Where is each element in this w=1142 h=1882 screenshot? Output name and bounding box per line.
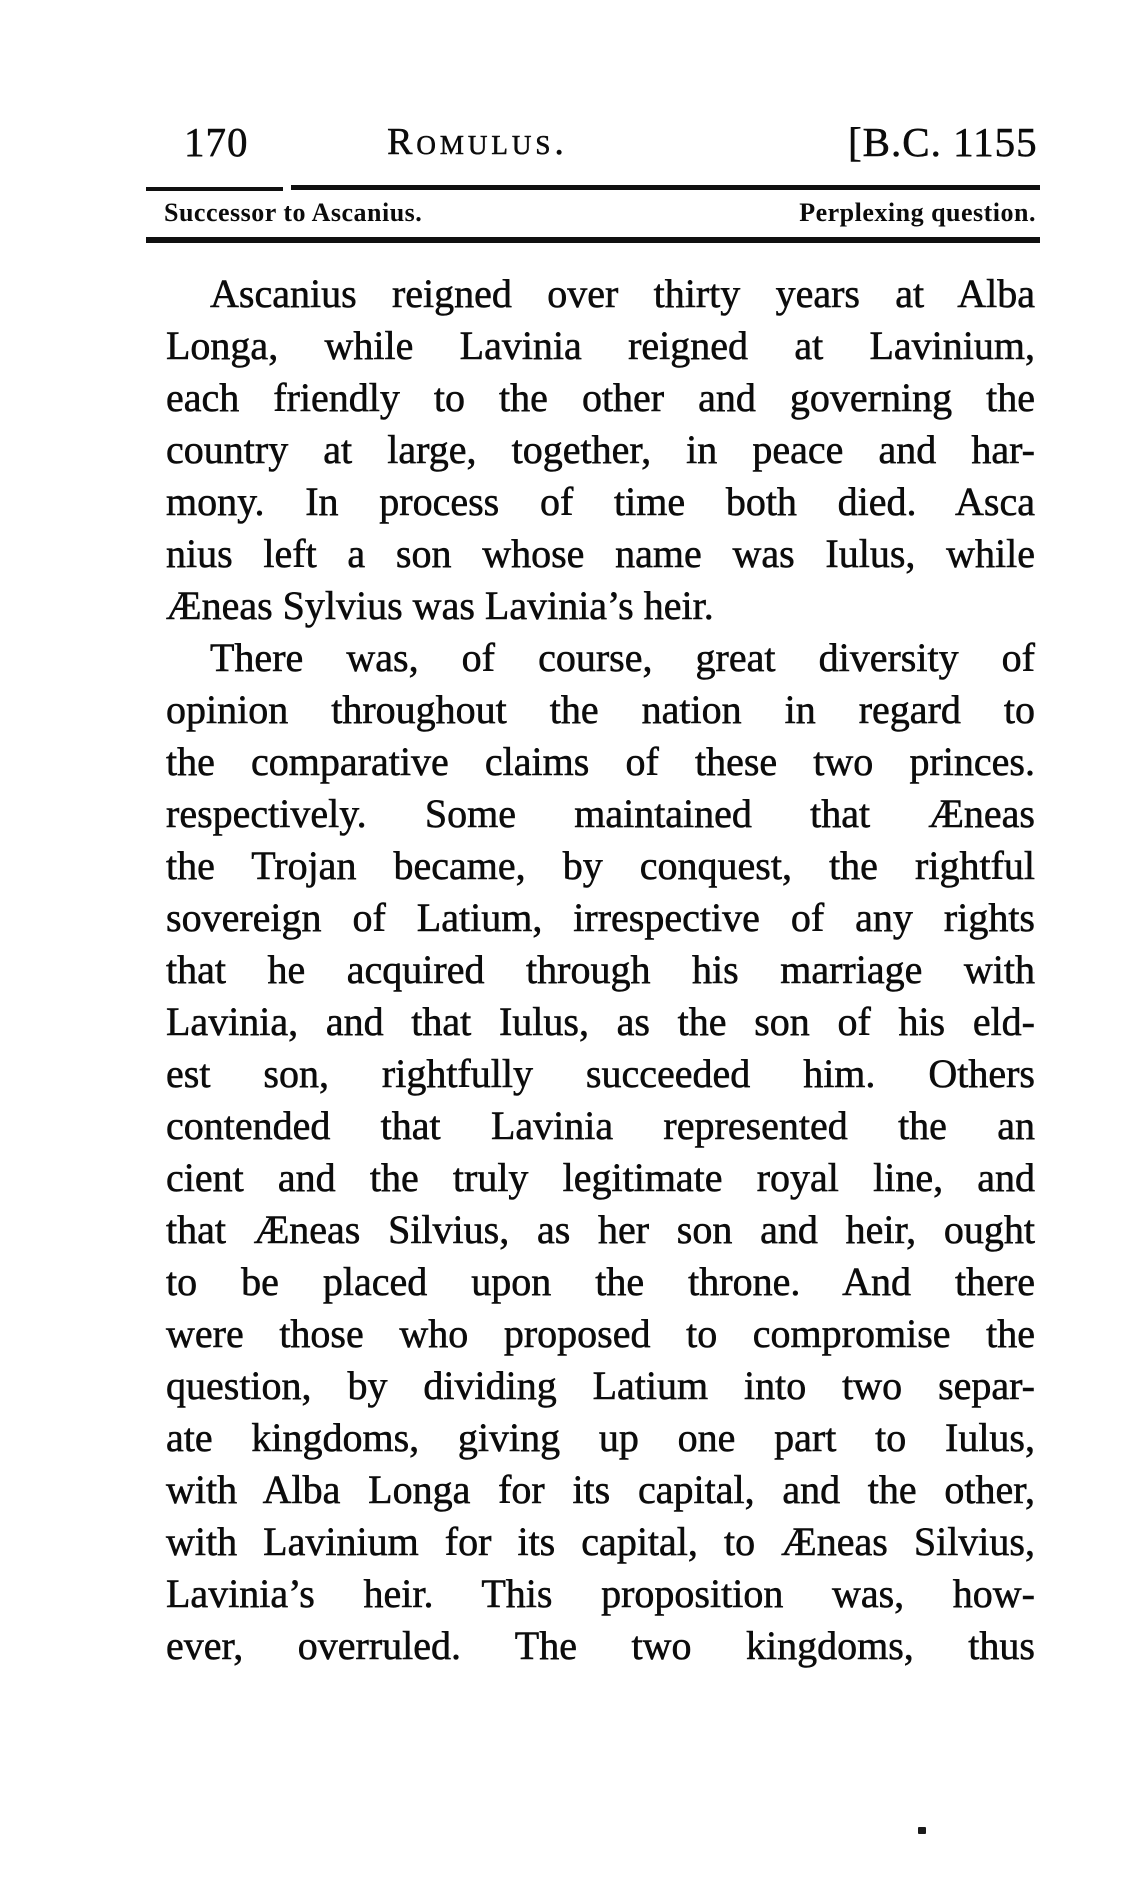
text-line: contended that Lavinia represented the an [166,1103,1035,1148]
text-line: with Alba Longa for its capital, and the other, [166,1467,1035,1512]
text-line: Ascanius reigned over thirty years at Alba [210,271,1035,316]
text-line: Æneas Sylvius was Lavinia’s heir. [166,583,714,628]
text-line: cient and the truly legitimate royal line, and [166,1155,1035,1200]
text-line: There was, of course, great diversity of [210,635,1035,680]
margin-date: [B.C. 1155 [848,119,1038,165]
page-number: 170 [184,119,249,165]
text-line: Lavinia, and that Iulus, as the son of his eld- [166,999,1035,1044]
text-line: nius left a son whose name was Iulus, while [166,531,1035,576]
text-line: country at large, together, in peace and har- [166,427,1035,472]
header-rule-right-segment [291,185,1040,190]
text-line: opinion throughout the nation in regard to [166,687,1035,732]
ink-speck-artifact [918,1827,926,1834]
text-line: respectively. Some maintained that Æneas [166,791,1035,836]
text-line: ate kingdoms, giving up one part to Iulus, [166,1415,1035,1460]
text-line: the comparative claims of these two princes. [166,739,1035,784]
text-line: est son, rightfully succeeded him. Others [166,1051,1035,1096]
guide-word-right: Perplexing question. [799,198,1036,227]
guide-word-left: Successor to Ascanius. [164,198,423,227]
text-line: question, by dividing Latium into two separ- [166,1363,1035,1408]
text-line: Lavinia’s heir. This proposition was, how- [166,1571,1035,1616]
text-line: with Lavinium for its capital, to Æneas Silvius, [166,1519,1035,1564]
header-rule-left-segment [146,187,283,191]
text-line: Longa, while Lavinia reigned at Lavinium, [166,323,1035,368]
guide-word-rule [146,237,1040,243]
text-line: were those who proposed to compromise the [166,1311,1035,1356]
running-title: Romulus. [387,121,568,163]
text-line: sovereign of Latium, irrespective of any rights [166,895,1035,940]
text-line: mony. In process of time both died. Asca [166,479,1035,524]
text-line: each friendly to the other and governing the [166,375,1035,420]
text-line: that Æneas Silvius, as her son and heir, ought [166,1207,1035,1252]
text-line: that he acquired through his marriage with [166,947,1035,992]
text-line: the Trojan became, by conquest, the rightful [166,843,1035,888]
text-line: ever, overruled. The two kingdoms, thus [166,1623,1035,1668]
text-line: to be placed upon the throne. And there [166,1259,1035,1304]
body-text [166,268,1035,1672]
